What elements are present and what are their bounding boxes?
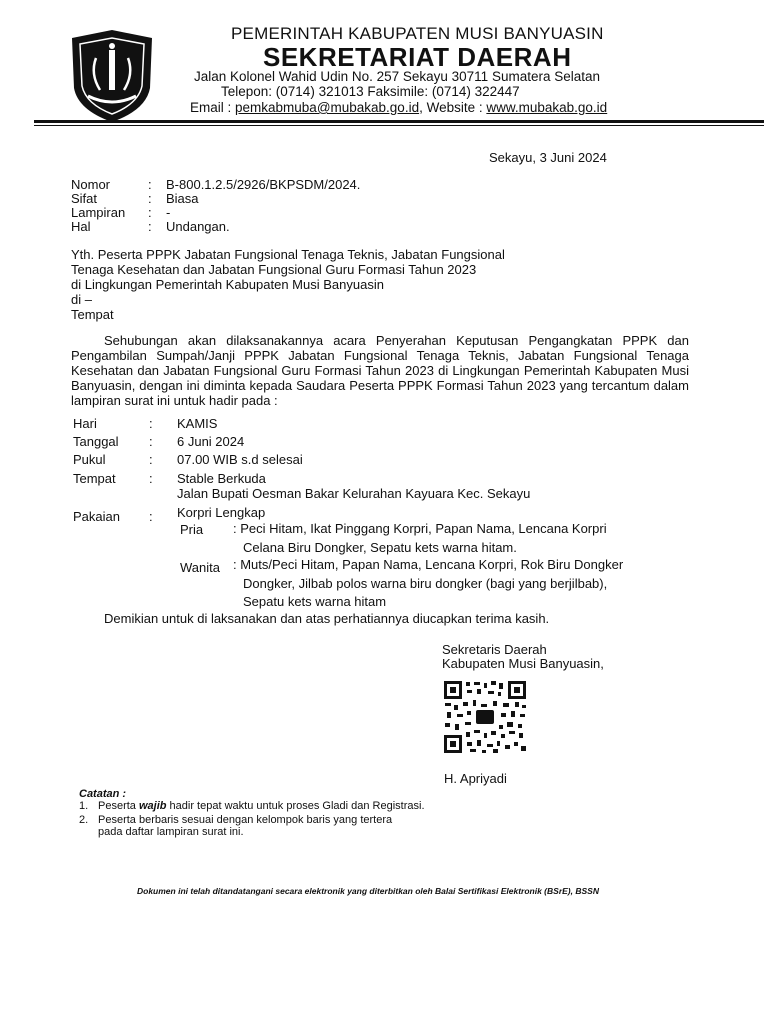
letterhead-divider-thin xyxy=(34,125,764,126)
detail-colon: : xyxy=(149,452,153,467)
detail-colon: : xyxy=(149,471,153,486)
note-number: 1. xyxy=(79,800,89,812)
detail-label: Pakaian xyxy=(73,509,120,524)
note-text-continuation: pada daftar lampiran surat ini. xyxy=(98,826,244,838)
body-paragraph: Sehubungan akan dilaksanakannya acara Penyerahan Keputusan Pengangkatan PPPK dan Pengambilan Sumpah/Janji PPPK Jabatan Fungsional Tenaga Teknis, Jabatan Fungsional Tenaga Kesehatan dan Jabatan Fungsional Guru Formasi Tahun 2023 di Lingkungan Pemerintah Kabupaten Musi Banyuasin, dengan ini diminta kepada Saudara Peserta PPPK Formasi Tahun 2023 yang tercantum dalam lampiran surat ini untuk hadir pada : xyxy=(71,333,689,408)
detail-value: Korpri Lengkap xyxy=(177,505,266,520)
detail-value-continuation: Jalan Bupati Oesman Bakar Kelurahan Kayuara Kec. Sekayu xyxy=(177,486,531,501)
meta-label: Hal xyxy=(71,219,91,234)
signer-office: Kabupaten Musi Banyuasin, xyxy=(442,656,604,671)
detail-value: 6 Juni 2024 xyxy=(177,434,245,449)
dress-wanita-line: Dongker, Jilbab polos warna biru dongker (bagi yang berjilbab), xyxy=(243,576,608,591)
meta-value: Undangan. xyxy=(166,219,230,234)
detail-value: 07.00 WIB s.d selesai xyxy=(177,452,303,467)
note-emphasis: wajib xyxy=(138,800,167,812)
detail-colon: : xyxy=(149,509,153,524)
recipient-line: di – xyxy=(71,292,92,307)
note-text xyxy=(98,800,425,812)
regency-emblem-logo xyxy=(66,28,158,124)
signer-title: Sekretaris Daerah xyxy=(442,642,547,657)
meta-label: Lampiran xyxy=(71,205,126,220)
detail-value: KAMIS xyxy=(177,416,218,431)
recipient-line: Yth. Peserta PPPK Jabatan Fungsional Tenaga Teknis, Jabatan Fungsional xyxy=(71,247,505,262)
meta-label: Nomor xyxy=(71,177,111,192)
closing-sentence: Demikian untuk di laksanakan dan atas perhatiannya diucapkan terima kasih. xyxy=(104,611,550,626)
note-text: Peserta berbaris sesuai dengan kelompok baris yang tertera xyxy=(98,814,393,826)
recipient-line: Tempat xyxy=(71,307,114,322)
note-item xyxy=(79,800,425,812)
detail-colon: : xyxy=(149,434,153,449)
meta-colon: : xyxy=(148,205,152,220)
dress-pria-line: : Peci Hitam, Ikat Pinggang Korpri, Papan Nama, Lencana Korpri xyxy=(233,521,607,536)
detail-label: Tanggal xyxy=(73,434,119,449)
detail-value: Stable Berkuda xyxy=(177,471,266,486)
meta-value: B-800.1.2.5/2926/BKPSDM/2024. xyxy=(166,177,361,192)
dress-wanita-line: : Muts/Peci Hitam, Papan Nama, Lencana Korpri, Rok Biru Dongker xyxy=(233,557,624,572)
meta-label: Sifat xyxy=(71,191,98,206)
dress-wanita-line: Sepatu kets warna hitam xyxy=(243,594,387,609)
meta-value: - xyxy=(166,205,171,220)
letterhead-divider-thick xyxy=(34,120,764,123)
government-name: PEMERINTAH KABUPATEN MUSI BANYUASIN xyxy=(231,24,604,43)
notes-title: Catatan : xyxy=(79,788,127,800)
dress-pria-line: Celana Biru Dongker, Sepatu kets warna hitam. xyxy=(243,540,517,555)
note-number: 2. xyxy=(79,814,89,826)
note-text-start: Peserta xyxy=(98,800,139,812)
electronic-signature-note: Dokumen ini telah ditandatangani secara elektronik yang diterbitkan oleh Balai Sertifikasi Elektronik (BSrE), BSSN xyxy=(137,886,599,896)
recipient-line: di Lingkungan Pemerintah Kabupaten Musi Banyuasin xyxy=(71,277,384,292)
detail-label: Pukul xyxy=(73,452,106,467)
email-link[interactable]: pemkabmuba@mubakab.go.id xyxy=(235,100,420,115)
meta-colon: : xyxy=(148,191,152,206)
website-link[interactable]: www.mubakab.go.id xyxy=(486,100,608,115)
office-name: SEKRETARIAT DAERAH xyxy=(263,42,572,72)
dress-label-wanita: Wanita xyxy=(180,560,220,575)
recipient-line: Tenaga Kesehatan dan Jabatan Fungsional Guru Formasi Tahun 2023 xyxy=(71,262,477,277)
detail-colon: : xyxy=(149,416,153,431)
letter-date: Sekayu, 3 Juni 2024 xyxy=(489,150,607,165)
detail-label: Tempat xyxy=(73,471,116,486)
signer-name: H. Apriyadi xyxy=(444,771,507,786)
meta-colon: : xyxy=(148,177,152,192)
signature-qr-code xyxy=(443,680,527,754)
website-label: , Website : xyxy=(419,100,487,115)
dress-label-pria: Pria xyxy=(180,522,204,537)
detail-label: Hari xyxy=(73,416,97,431)
meta-colon: : xyxy=(148,219,152,234)
note-item xyxy=(79,814,393,826)
office-contact xyxy=(190,100,607,115)
email-label: Email : xyxy=(190,100,236,115)
meta-value: Biasa xyxy=(166,191,199,206)
office-address: Jalan Kolonel Wahid Udin No. 257 Sekayu 30711 Sumatera Selatan xyxy=(194,69,601,84)
office-phone: Telepon: (0714) 321013 Faksimile: (0714) 322447 xyxy=(221,84,520,99)
note-text-end: hadir tepat waktu untuk proses Gladi dan Registrasi. xyxy=(166,800,425,812)
